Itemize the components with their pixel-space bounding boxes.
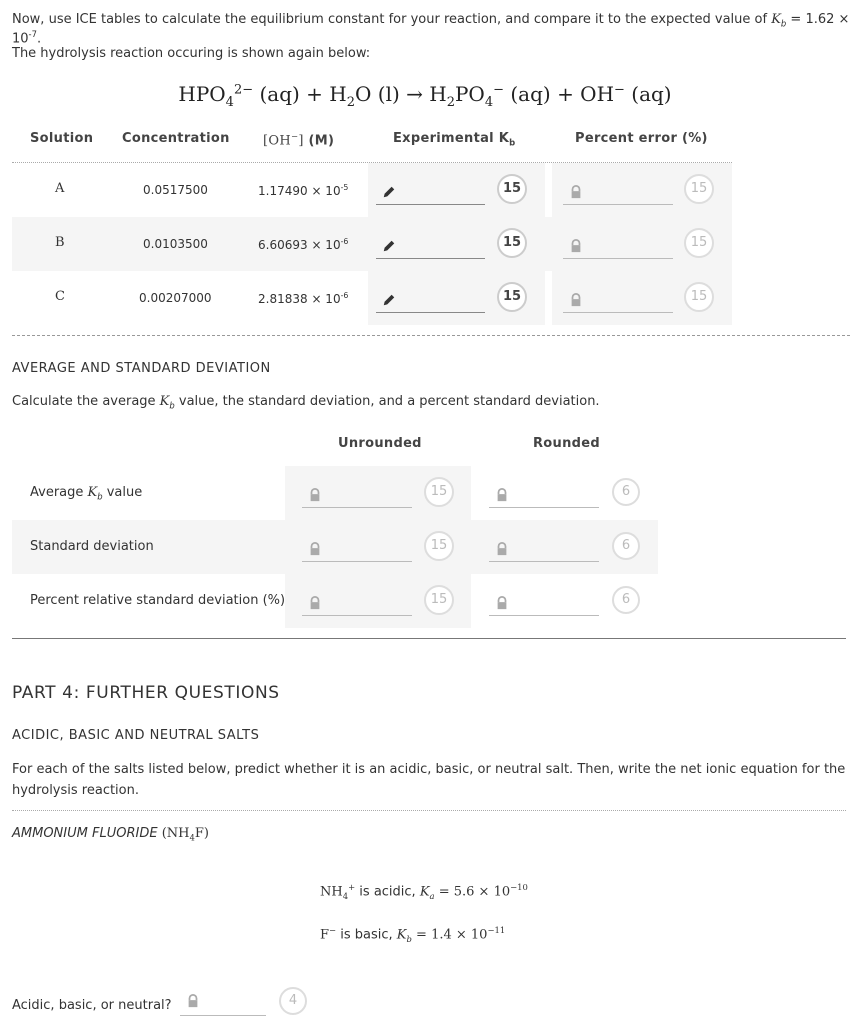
section-divider <box>12 335 850 336</box>
hydrolysis-equation: $HPO_4^{2-}$ $(aq) + H_2O$ $(l) \to H_2PO_4^-$ (aq) + OH− (aq) <box>178 82 672 110</box>
salts-desc: For each of the salts listed below, predict whether it is an acidic, basic, or neutral salt. Then, write the net ionic equation for the hydrolysis reaction. <box>12 762 846 798</box>
unrounded-input <box>302 482 412 508</box>
solution-label: A <box>55 181 65 196</box>
experimental-kb-input[interactable] <box>376 233 485 259</box>
experimental-kb-input[interactable] <box>376 179 485 205</box>
oh-value: $2.81838 \times 10^{-6}$ <box>258 291 349 306</box>
percent-error-input <box>563 233 673 259</box>
lock-icon <box>569 185 583 199</box>
concentration-value: 0.00207000 <box>139 291 212 305</box>
rounded-input <box>489 590 599 616</box>
attempts-badge: 4 <box>279 987 307 1015</box>
table-row <box>12 271 732 325</box>
avg-section-desc: Calculate the average $K_b$ value, the standard deviation, and a percent standard deviation. <box>12 394 600 411</box>
attempts-badge: 15 <box>497 282 527 312</box>
lock-icon <box>308 488 322 502</box>
f-info: F− is basic, $K_b = 1.4 \times 10^{-11}$ <box>320 925 506 944</box>
rounded-input <box>489 536 599 562</box>
part4-title: PART 4: FURTHER QUESTIONS <box>12 683 280 703</box>
header-concentration: Concentration <box>122 131 230 146</box>
table-row <box>12 163 732 217</box>
percent-error-input <box>563 287 673 313</box>
pencil-icon <box>382 239 396 253</box>
salt-type-input <box>180 990 266 1016</box>
header-solution: Solution <box>30 131 94 146</box>
header-experimental-kb: Experimental $K_b$ <box>393 131 516 148</box>
salt-title: AMMONIUM FLUORIDE $(NH_4F)$ <box>12 826 209 843</box>
stats-label: Percent relative standard deviation (%) <box>30 593 286 608</box>
oh-value: $6.60693 \times 10^{-6}$ <box>258 237 349 252</box>
lock-icon <box>569 239 583 253</box>
experimental-kb-input[interactable] <box>376 287 485 313</box>
unrounded-input <box>302 590 412 616</box>
nh4-info: $NH_4^+$ is acidic, $K_a = 5.6 \times 10^{-10}$ <box>320 882 528 901</box>
lock-icon <box>308 542 322 556</box>
attempts-badge: 15 <box>684 282 714 312</box>
stats-row <box>12 466 658 520</box>
attempts-badge: 15 <box>424 585 454 615</box>
pencil-icon <box>382 293 396 307</box>
salts-heading: ACIDIC, BASIC AND NEUTRAL SALTS <box>12 728 260 743</box>
header-oh: [OH−] (M) <box>263 131 335 149</box>
attempts-badge: 6 <box>612 532 640 560</box>
lock-icon <box>186 994 200 1008</box>
stats-label: Average $K_b$ value <box>30 485 143 502</box>
oh-value: $1.17490 \times 10^{-5}$ <box>258 183 349 198</box>
attempts-badge: 6 <box>612 586 640 614</box>
lock-icon <box>495 596 509 610</box>
stats-label: Standard deviation <box>30 539 154 554</box>
percent-error-input <box>563 179 673 205</box>
concentration-value: 0.0517500 <box>143 183 208 197</box>
lock-icon <box>569 293 583 307</box>
concentration-value: 0.0103500 <box>143 237 208 251</box>
attempts-badge: 15 <box>497 174 527 204</box>
solution-label: C <box>55 289 65 304</box>
intro-subtext: The hydrolysis reaction occuring is shown again below: <box>12 46 371 61</box>
part-divider <box>12 638 846 639</box>
header-unrounded: Unrounded <box>338 436 422 451</box>
lock-icon <box>495 542 509 556</box>
header-rounded: Rounded <box>533 436 600 451</box>
attempts-badge: 15 <box>424 477 454 507</box>
rounded-input <box>489 482 599 508</box>
salts-divider <box>12 810 846 811</box>
intro-text: Now, use ICE tables to calculate the equilibrium constant for your reaction, and compare it to the expected value of $K_b = 1.62 \times 10^{-7}$. <box>12 12 850 46</box>
salt-type-question: Acidic, basic, or neutral? <box>12 998 172 1013</box>
stats-row <box>12 520 658 574</box>
attempts-badge: 15 <box>424 531 454 561</box>
attempts-badge: 6 <box>612 478 640 506</box>
header-percent-error: Percent error (%) <box>575 131 708 146</box>
lock-icon <box>308 596 322 610</box>
unrounded-input <box>302 536 412 562</box>
attempts-badge: 15 <box>684 228 714 258</box>
lock-icon <box>495 488 509 502</box>
attempts-badge: 15 <box>497 228 527 258</box>
avg-section-heading: AVERAGE AND STANDARD DEVIATION <box>12 361 271 376</box>
stats-row <box>12 574 658 628</box>
table-row <box>12 217 732 271</box>
attempts-badge: 15 <box>684 174 714 204</box>
pencil-icon <box>382 185 396 199</box>
solution-label: B <box>55 235 65 250</box>
